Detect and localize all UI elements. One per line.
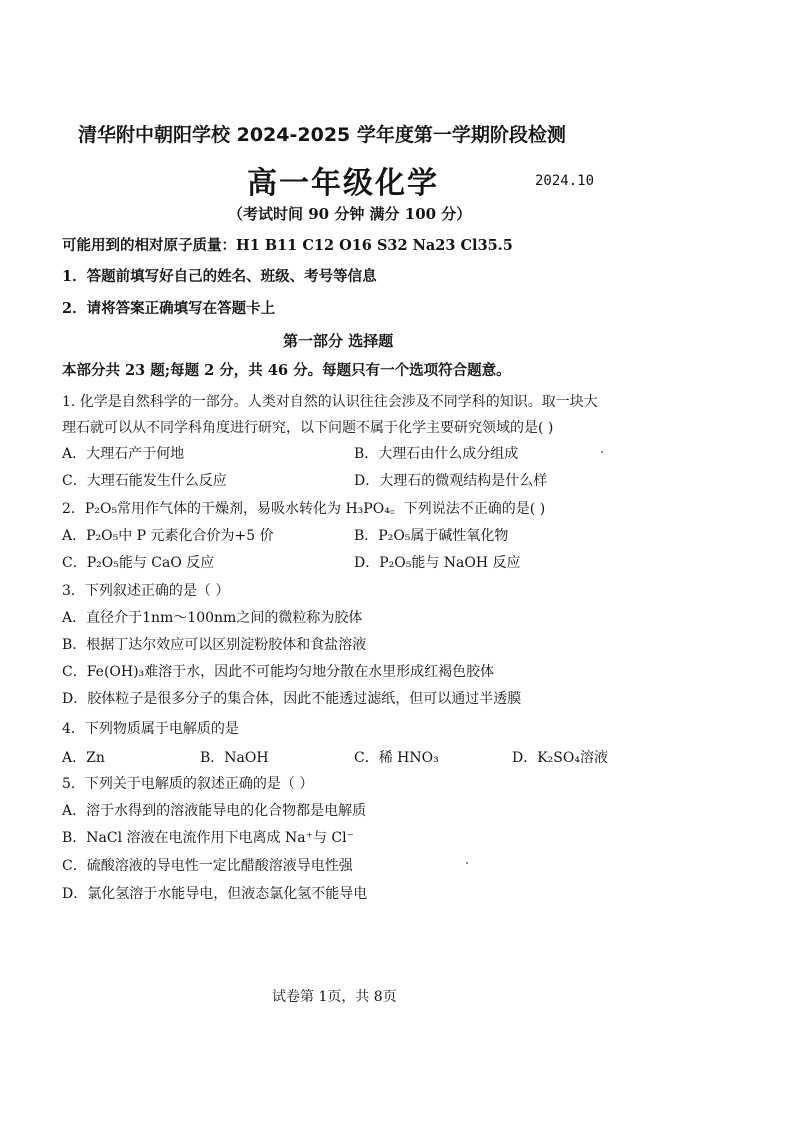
q1-option-c: C．大理石能发生什么反应 <box>62 473 227 489</box>
school-title: 清华附中朝阳学校 2024-2025 学年度第一学期阶段检测 <box>78 124 566 146</box>
q4-option-b: B．NaOH <box>200 750 269 766</box>
q3-option-a: A．直径介于1nm～100nm之间的微粒称为胶体 <box>62 610 363 626</box>
q2-option-a: A．P₂O₅中 P 元素化合价为+5 价 <box>62 528 274 544</box>
q2-option-c: C．P₂O₅能与 CaO 反应 <box>62 555 215 571</box>
q3-option-c: C．Fe(OH)₃难溶于水，因此不可能均匀地分散在水里形成红褐色胶体 <box>62 664 495 680</box>
page-footer: 试卷第 1页，共 8页 <box>272 989 397 1005</box>
instruction-1: 1．答题前填写好自己的姓名、班级、考号等信息 <box>62 268 377 285</box>
section-description: 本部分共 23 题;每题 2 分，共 46 分。每题只有一个选项符合题意。 <box>62 362 511 379</box>
q1-option-a: A．大理石产于何地 <box>62 446 185 462</box>
q4-stem: 4．下列物质属于电解质的是 <box>62 721 239 737</box>
q1-option-b: B．大理石由什么成分组成 <box>354 446 519 462</box>
q5-stem: 5．下列关于电解质的叙述正确的是（ ） <box>62 776 314 792</box>
q2-stem: 2．P₂O₅常用作气体的干燥剂，易吸水转化为 H₃PO₄。下列说法不正确的是( ) <box>62 501 546 517</box>
q4-option-a: A．Zn <box>62 750 105 766</box>
q3-stem: 3．下列叙述正确的是（ ） <box>62 583 230 599</box>
q5-option-a: A．溶于水得到的溶液能导电的化合物都是电解质 <box>62 803 367 819</box>
q5-option-b: B．NaCl 溶液在电流作用下电离成 Na⁺与 Cl⁻ <box>62 830 354 846</box>
q1-option-d: D．大理石的微观结构是什么样 <box>354 473 548 489</box>
q5-option-c: C．硫酸溶液的导电性一定比醋酸溶液导电性强 <box>62 858 353 874</box>
q4-option-d: D．K₂SO₄溶液 <box>512 750 608 766</box>
q2-option-d: D．P₂O₅能与 NaOH 反应 <box>354 555 521 571</box>
section-title: 第一部分 选择题 <box>283 332 394 350</box>
scan-speck <box>466 862 468 864</box>
q2-option-b: B．P₂O₅属于碱性氧化物 <box>354 528 509 544</box>
exam-title: 高一年级化学 <box>247 166 439 201</box>
q1-stem-line1: 1. 化学是自然科学的一部分。人类对自然的认识往往会涉及不同学科的知识。取一块大 <box>62 394 598 410</box>
instruction-2: 2．请将答案正确填写在答题卡上 <box>62 300 276 317</box>
q5-option-d: D．氯化氢溶于水能导电，但液态氯化氢不能导电 <box>62 886 368 902</box>
q1-stem-line2: 理石就可以从不同学科角度进行研究，以下问题不属于化学主要研究领域的是( ) <box>62 420 554 436</box>
atomic-masses: 可能用到的相对原子质量：H1 B11 C12 O16 S32 Na23 Cl35.5 <box>62 237 513 254</box>
q4-option-c: C．稀 HNO₃ <box>354 750 439 766</box>
q3-option-b: B．根据丁达尔效应可以区别淀粉胶体和食盐溶液 <box>62 637 367 653</box>
exam-info: （考试时间 90 分钟 满分 100 分） <box>228 205 472 223</box>
scan-speck <box>601 451 603 453</box>
exam-date: 2024.10 <box>535 173 595 189</box>
q3-option-d: D．胶体粒子是很多分子的集合体，因此不能透过滤纸，但可以通过半透膜 <box>62 691 522 707</box>
